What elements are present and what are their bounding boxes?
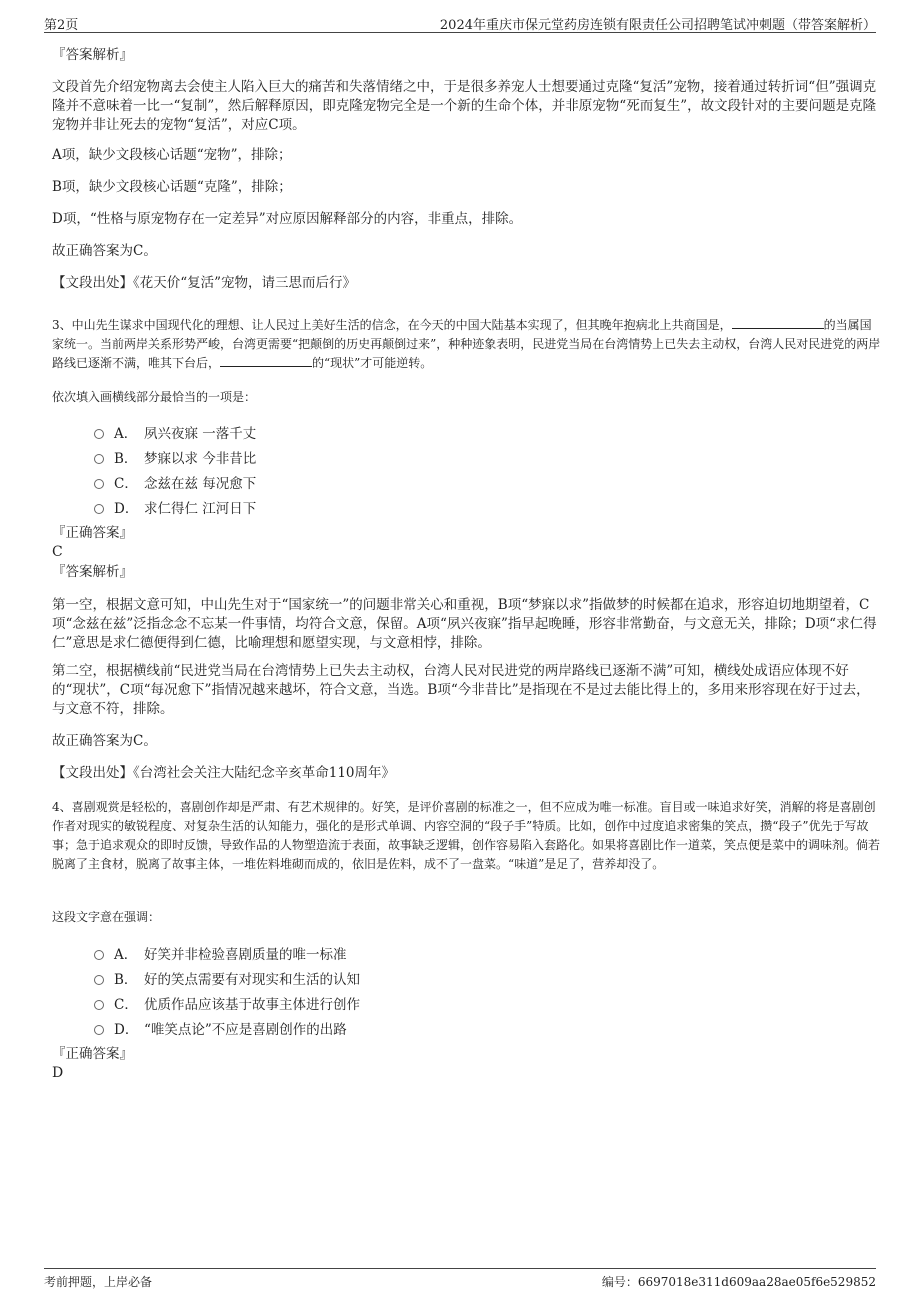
q3-stem-part2: 的当属国家统一。当前两岸关系形势严峻，台湾更需要“把颠倒的历史再颠倒过来”，种种迹象表明，民进党当局在台湾情势上已失去主动权，台湾人民对民进党的两岸路线已逐渐不满，唯其下台后， xyxy=(52,318,881,370)
q3-correct-answer: C xyxy=(52,544,63,560)
q2-analysis-option-b: B项，缺少文段核心话题“克隆”，排除； xyxy=(52,179,292,195)
q3-blank-1 xyxy=(732,316,824,329)
q3-correct-label: 『正确答案』 xyxy=(52,525,133,541)
q4-correct-label: 『正确答案』 xyxy=(52,1046,133,1062)
q3-analysis-paragraph-2: 第二空，根据横线前“民进党当局在台湾情势上已失去主动权，台湾人民对民进党的两岸路线已逐渐不满”可知，横线处成语应体现不好的“现状”，C项“每况愈下”指情况越来越坏，符合文意，当选。B项“今非昔比”是指现在不是过去能比得上的，多用来形容现在好于过去，与文意不符，排除。 xyxy=(52,663,870,717)
q3-stem-part1: 3、中山先生谋求中国现代化的理想、让人民过上美好生活的信念，在今天的中国大陆基本实现了，但其晚年抱病北上共商国是， xyxy=(52,318,732,332)
document-id: 编号：6697018e311d609aa28ae05f6e529852 xyxy=(601,1275,876,1289)
q3-blank-2 xyxy=(220,354,312,367)
q3-analysis-paragraph-1: 第一空，根据文意可知，中山先生对于“国家统一”的问题非常关心和重视，B项“梦寐以求”指做梦的时候都在追求，形容迫切地期望着，C项“念兹在兹”泛指念念不忘某一件事情，均符合文意，保留。A项“夙兴夜寐”指早起晚睡，形容非常勤奋，与文意无关，排除；D项“求仁得仁”意思是求仁德便得到仁德，比喻理想和愿望实现，与文意相悖，排除。 xyxy=(52,597,877,651)
q3-option-d[interactable]: D． 求仁得仁 江河日下 xyxy=(94,497,256,517)
q4-correct-answer: D xyxy=(52,1065,64,1081)
q2-analysis-paragraph: 文段首先介绍宠物离去会使主人陷入巨大的痛苦和失落情绪之中，于是很多养宠人士想要通过克隆“复活”宠物，接着通过转折词“但”强调克隆并不意味着一比一“复制”，然后解释原因，即克隆宠物完全是一个新的生命个体，并非原宠物“死而复生”，故文段针对的主要问题是克隆宠物并非让死去的宠物“复活”，对应C项。 xyxy=(52,79,877,133)
q3-option-a[interactable]: A． 夙兴夜寐 一落千丈 xyxy=(94,422,256,442)
q4-prompt: 这段文字意在强调： xyxy=(52,910,161,924)
q4-option-a[interactable]: A． 好笑并非检验喜剧质量的唯一标准 xyxy=(94,943,347,963)
q4-stem: 4、喜剧观赏是轻松的，喜剧创作却是严肃、有艺术规律的。好笑，是评价喜剧的标准之一，但不应成为唯一标准。盲目或一味追求好笑，消解的将是喜剧创作者对现实的敏锐程度、对复杂生活的认知能力，强化的是形式单调、内容空洞的“段子手”特质。比如，创作中过度追求密集的笑点，攒“段子”优先于写故事；急于追求观众的即时反馈，导致作品的人物塑造流于表面，故事缺乏逻辑，创作容易陷入套路化。如果将喜剧比作一道菜，笑点便是菜中的调味剂。倘若脱离了主食材，脱离了故事主体，一堆佐料堆砌而成的，依旧是佐料，成不了一盘菜。“味道”是足了，营养却没了。 xyxy=(52,800,881,871)
q2-analysis-option-d: D项，“性格与原宠物存在一定差异”对应原因解释部分的内容，非重点，排除。 xyxy=(52,211,523,227)
radio-icon[interactable] xyxy=(94,429,104,439)
q2-source: 【文段出处】《花天价“复活”宠物，请三思而后行》 xyxy=(52,275,357,291)
radio-icon[interactable] xyxy=(94,1025,104,1035)
q3-source: 【文段出处】《台湾社会关注大陆纪念辛亥革命110周年》 xyxy=(52,765,396,781)
footer-slogan: 考前押题，上岸必备 xyxy=(44,1275,153,1289)
q3-conclusion: 故正确答案为C。 xyxy=(52,733,157,749)
q4-option-d[interactable]: D． “唯笑点论”不应是喜剧创作的出路 xyxy=(94,1018,347,1038)
q3-stem-part3: 的“现状”才可能逆转。 xyxy=(312,356,433,370)
q2-analysis-option-a: A项，缺少文段核心话题“宠物”，排除； xyxy=(52,147,292,163)
q2-conclusion: 故正确答案为C。 xyxy=(52,243,157,259)
radio-icon[interactable] xyxy=(94,1000,104,1010)
page-number: 第2页 xyxy=(44,18,79,33)
radio-icon[interactable] xyxy=(94,454,104,464)
radio-icon[interactable] xyxy=(94,479,104,489)
q3-option-b[interactable]: B． 梦寐以求 今非昔比 xyxy=(94,447,256,467)
document-title: 2024年重庆市保元堂药房连锁有限责任公司招聘笔试冲刺题（带答案解析） xyxy=(439,18,876,33)
q3-option-c[interactable]: C． 念兹在兹 每况愈下 xyxy=(94,472,256,492)
page-header xyxy=(44,12,876,33)
q3-prompt: 依次填入画横线部分最恰当的一项是： xyxy=(52,390,257,404)
q2-analysis-label: 『答案解析』 xyxy=(52,47,133,63)
radio-icon[interactable] xyxy=(94,975,104,985)
q4-option-c[interactable]: C． 优质作品应该基于故事主体进行创作 xyxy=(94,993,360,1013)
radio-icon[interactable] xyxy=(94,504,104,514)
radio-icon[interactable] xyxy=(94,950,104,960)
q3-analysis-label: 『答案解析』 xyxy=(52,564,133,580)
q4-option-b[interactable]: B． 好的笑点需要有对现实和生活的认知 xyxy=(94,968,360,988)
q3-stem xyxy=(52,316,882,373)
page-footer xyxy=(44,1268,876,1291)
